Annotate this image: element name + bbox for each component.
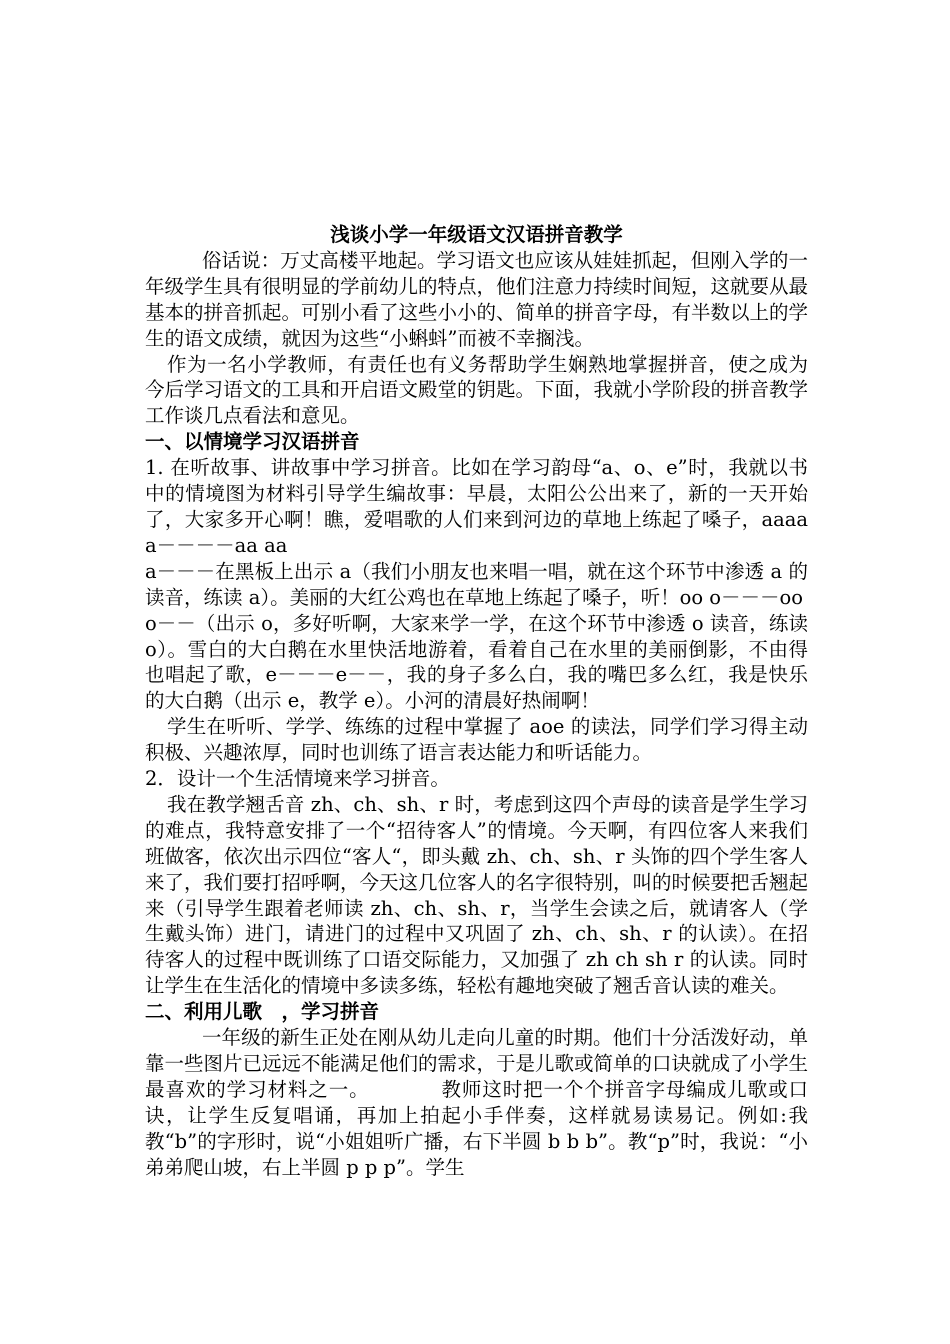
section-2-heading: 二、利用儿歌 ，学习拼音 (145, 1000, 380, 1024)
section-1-paragraph-3: o－－（出示 o，多好听啊，大家来学一学，在这个环节中渗透 o 读音，练读 o）。雪白的大白鹅在水里快活地游着，看着自己在水里的美丽倒影，不由得也唱起了歌，e－－－e－－，我的身子多么白，我的嘴巴多么红，我是快乐的大白鹅（出示 e，教学 e）。小河的清晨好热闹啊！ (145, 611, 808, 713)
intro-paragraph-1: 俗话说：万丈高楼平地起。学习语文也应该从娃娃抓起，但刚入学的一年级学生具有很明显的学前幼儿的特点，他们注意力持续时间短，这就要从最基本的拼音抓起。可别小看了这些小小的、简单的拼音字母，有半数以上的学生的语文成绩，就因为这些“小蝌蚪”而被不幸搁浅。 (145, 248, 809, 350)
section-1-paragraph-1: 1. 在听故事、讲故事中学习拼音。比如在学习韵母“a、o、e”时，我就以书中的情境图为材料引导学生编故事：早晨，太阳公公出来了，新的一天开始了，大家多开心啊！瞧，爱唱歌的人们来到河边的草地上练起了嗓子，aaaa a－－－－aa aa (145, 456, 808, 557)
document-page (145, 222, 808, 1181)
section-1-paragraph-5: 2．设计一个生活情境来学习拼音。 (145, 767, 450, 791)
section-1-heading: 一、以情境学习汉语拼音 (145, 430, 360, 454)
section-2-paragraph-1: 一年级的新生正处在刚从幼儿走向儿童的时期。他们十分活泼好动，单靠一些图片已远远不能满足他们的需求，于是儿歌或简单的口诀就成了小学生最喜欢的学习材料之一。 教师这时把一个个拼音字母编成儿歌或口诀，让学生反复唱诵，再加上拍起小手伴奏，这样就易读易记。例如:我教“b”的字形时，说“小姐姐听广播，右下半圆 b b b”。教“p”时，我说：“小弟弟爬山坡，右上半圆 p p p”。学生 (145, 1026, 809, 1179)
section-1-paragraph-4: 学生在听听、学学、练练的过程中掌握了 aoe 的读法，同学们学习得主动积极、兴趣浓厚，同时也训练了语言表达能力和听话能力。 (145, 715, 808, 765)
intro-paragraph-2: 作为一名小学教师，有责任也有义务帮助学生娴熟地掌握拼音，使之成为今后学习语文的工具和开启语文殿堂的钥匙。下面，我就小学阶段的拼音教学工作谈几点看法和意见。 (145, 352, 809, 428)
section-1-paragraph-6: 我在教学翘舌音 zh、ch、sh、r 时，考虑到这四个声母的读音是学生学习的难点，我特意安排了一个“招待客人”的情境。今天啊，有四位客人来我们班做客，依次出示四位“客人“，即头戴 zh、ch、sh、r 头饰的四个学生客人来了，我们要打招呼啊，今天这几位客人的名字很特别，叫的时候要把舌翘起来（引导学生跟着老师读 zh、ch、sh、r，当学生会读之后，就请客人（学生戴头饰）进门，请进门的过程中又巩固了 zh、ch、sh、r 的认读）。在招待客人的过程中既训练了口语交际能力，又加强了 zh ch sh r 的认读。同时让学生在生活化的情境中多读多练，轻松有趣地突破了翘舌音认读的难关。 (145, 792, 809, 998)
section-1-paragraph-2: a－－－在黑板上出示 a（我们小朋友也来唱一唱，就在这个环节中渗透 a 的读音，练读 a）。美丽的大红公鸡也在草地上练起了嗓子，听！oo o－－－oo (145, 559, 808, 609)
document-title: 浅谈小学一年级语文汉语拼音教学 (330, 223, 623, 246)
